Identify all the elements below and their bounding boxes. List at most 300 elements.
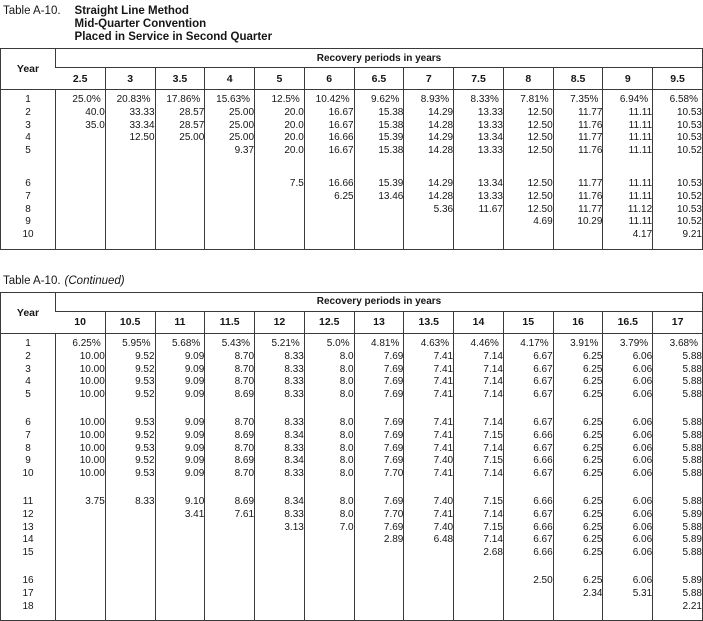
rate-cell: 6.06	[603, 389, 653, 402]
rate-cell	[354, 575, 404, 588]
rate-cell: 9.52	[105, 364, 155, 377]
rate-cell: 6.67	[503, 351, 553, 364]
table-row	[1, 191, 703, 204]
rate-cell: 10.00	[56, 430, 106, 443]
rate-cell	[255, 216, 305, 229]
rate-cell	[304, 204, 354, 217]
spacer-cell	[454, 481, 504, 496]
rate-cell: 5.95%	[105, 338, 155, 351]
rate-cell: 7.14	[454, 389, 504, 402]
table-row	[1, 509, 703, 522]
rate-cell: 13.33	[454, 120, 504, 133]
rate-cell	[354, 229, 404, 242]
rate-cell: 7.40	[404, 496, 454, 509]
year-cell: 1	[25, 94, 31, 105]
rate-cell: 16.67	[304, 145, 354, 158]
rate-cell: 9.52	[105, 351, 155, 364]
rate-cell: 7.15	[454, 496, 504, 509]
rate-cell	[56, 601, 106, 614]
spacer-cell	[255, 481, 305, 496]
rate-cell	[255, 588, 305, 601]
spacer-cell	[404, 242, 454, 250]
rate-cell: 7.70	[354, 509, 404, 522]
recovery-period-column-header: 11	[155, 311, 205, 333]
rate-cell: 6.06	[603, 496, 653, 509]
rate-cell	[56, 509, 106, 522]
table-row	[1, 216, 703, 229]
rate-cell	[105, 601, 155, 614]
spacer-cell	[553, 402, 603, 417]
recovery-table-part1	[0, 48, 703, 250]
year-column-header: Year	[1, 49, 56, 90]
spacer-cell	[653, 242, 703, 250]
rate-cell: 8.70	[205, 468, 255, 481]
rate-cell	[105, 534, 155, 547]
spacer-cell	[105, 560, 155, 575]
rate-cell: 5.31	[603, 588, 653, 601]
spacer-cell	[56, 158, 106, 178]
recovery-period-column-header: 13	[354, 311, 404, 333]
rate-cell: 7.15	[454, 430, 504, 443]
rate-cell	[155, 534, 205, 547]
rate-cell	[454, 216, 504, 229]
rate-cell	[155, 601, 205, 614]
rate-cell	[155, 216, 205, 229]
rate-cell: 9.09	[155, 417, 205, 430]
spacer-cell	[205, 158, 255, 178]
rate-cell: 9.09	[155, 455, 205, 468]
rate-cell: 8.33	[255, 351, 305, 364]
spacer-cell	[205, 481, 255, 496]
recovery-period-column-header: 16	[553, 311, 603, 333]
rate-cell: 5.21%	[255, 338, 305, 351]
spacer-row	[1, 613, 703, 621]
recovery-period-column-header: 12	[255, 311, 305, 333]
rate-cell: 9.52	[105, 389, 155, 402]
rate-cell	[155, 229, 205, 242]
rate-cell: 11.67	[454, 204, 504, 217]
rate-cell: 8.34	[255, 496, 305, 509]
year-cell: 1	[25, 337, 31, 349]
rate-cell	[155, 191, 205, 204]
rate-cell	[56, 522, 106, 535]
rate-cell: 6.06	[603, 443, 653, 456]
rate-cell: 9.21	[653, 229, 703, 242]
rate-cell: 7.69	[354, 496, 404, 509]
rate-cell: 8.0	[304, 430, 354, 443]
rate-cell: 6.67	[503, 417, 553, 430]
spacer-cell	[354, 242, 404, 250]
rate-cell: 10.53	[653, 120, 703, 133]
year-cell: 11	[22, 495, 34, 507]
rate-cell: 16.66	[304, 132, 354, 145]
spacer-cell	[304, 481, 354, 496]
rate-cell: 4.17	[603, 229, 653, 242]
table1-body	[1, 90, 703, 250]
spacer-cell	[454, 613, 504, 621]
rate-cell: 7.41	[404, 364, 454, 377]
rate-cell: 6.66	[503, 547, 553, 560]
rate-cell	[404, 588, 454, 601]
rate-cell: 8.0	[304, 417, 354, 430]
rate-cell: 5.88	[653, 351, 703, 364]
rate-cell: 8.33%	[454, 94, 504, 107]
table-row	[1, 229, 703, 242]
rate-cell: 28.57	[155, 107, 205, 120]
rate-cell: 9.62%	[354, 94, 404, 107]
rate-cell: 5.89	[653, 575, 703, 588]
rate-cell: 7.69	[354, 376, 404, 389]
year-cell: 2	[25, 350, 31, 362]
table2-title-label: Table A-10.	[3, 274, 61, 287]
rate-cell: 9.09	[155, 430, 205, 443]
table-row	[1, 376, 703, 389]
rate-cell: 6.25	[553, 522, 603, 535]
spacer-cell	[1, 613, 56, 621]
rate-cell: 25.00	[155, 132, 205, 145]
table-row	[1, 601, 703, 614]
table-row	[1, 534, 703, 547]
table-row	[1, 417, 703, 430]
year-cell: 3	[25, 363, 31, 375]
spacer-cell	[603, 158, 653, 178]
spacer-cell	[56, 402, 106, 417]
rate-cell	[255, 601, 305, 614]
rate-cell: 8.69	[205, 455, 255, 468]
rate-cell: 16.66	[304, 178, 354, 191]
rate-cell: 5.88	[653, 496, 703, 509]
rate-cell: 6.06	[603, 364, 653, 377]
rate-cell: 10.00	[56, 417, 106, 430]
rate-cell: 9.37	[205, 145, 255, 158]
spacer-cell	[205, 613, 255, 621]
rate-cell: 7.15	[454, 455, 504, 468]
spacer-cell	[503, 242, 553, 250]
spacer-cell	[653, 613, 703, 621]
rate-cell: 11.11	[603, 145, 653, 158]
rate-cell: 8.33	[255, 376, 305, 389]
rate-cell: 7.69	[354, 417, 404, 430]
rate-cell: 2.68	[454, 547, 504, 560]
rate-cell: 9.10	[155, 496, 205, 509]
rate-cell: 15.63%	[205, 94, 255, 107]
rate-cell	[155, 178, 205, 191]
spacer-cell	[304, 613, 354, 621]
rate-cell: 6.25	[553, 496, 603, 509]
spacer-cell	[503, 560, 553, 575]
rate-cell: 7.14	[454, 364, 504, 377]
rate-cell: 2.89	[354, 534, 404, 547]
rate-cell: 7.70	[354, 468, 404, 481]
year-cell: 16	[22, 574, 34, 586]
spacer-cell	[105, 158, 155, 178]
rate-cell	[56, 575, 106, 588]
year-cell: 6	[25, 416, 31, 428]
rate-cell	[205, 575, 255, 588]
table-row	[1, 145, 703, 158]
rate-cell: 11.11	[603, 132, 653, 145]
rate-cell: 10.00	[56, 443, 106, 456]
rate-cell: 35.0	[56, 120, 106, 133]
rate-cell: 5.88	[653, 417, 703, 430]
rate-cell: 6.25	[553, 389, 603, 402]
recovery-period-column-header: 5	[255, 68, 305, 90]
spacer-cell	[404, 613, 454, 621]
rate-cell: 6.25	[553, 417, 603, 430]
rate-cell: 11.76	[553, 120, 603, 133]
spacer-cell	[603, 560, 653, 575]
rate-cell: 13.34	[454, 132, 504, 145]
rate-cell: 3.13	[255, 522, 305, 535]
rate-cell: 6.25	[553, 509, 603, 522]
rate-cell	[304, 601, 354, 614]
rate-cell	[56, 534, 106, 547]
rate-cell: 11.77	[553, 178, 603, 191]
rate-cell: 6.66	[503, 496, 553, 509]
rate-cell: 11.11	[603, 178, 653, 191]
rate-cell: 9.52	[105, 430, 155, 443]
table-row	[1, 364, 703, 377]
recovery-period-column-header: 10	[56, 311, 106, 333]
rate-cell	[354, 547, 404, 560]
rate-cell: 15.39	[354, 178, 404, 191]
rate-cell: 9.09	[155, 389, 205, 402]
rate-cell: 20.0	[255, 120, 305, 133]
table1-title	[0, 0, 703, 44]
rate-cell	[255, 534, 305, 547]
spacer-cell	[653, 402, 703, 417]
rate-cell	[205, 229, 255, 242]
rate-cell: 14.28	[404, 145, 454, 158]
spacer-cell	[1, 481, 56, 496]
spacer-cell	[105, 242, 155, 250]
rate-cell: 9.09	[155, 443, 205, 456]
rate-cell	[454, 588, 504, 601]
rate-cell	[105, 547, 155, 560]
recovery-period-column-header: 8	[503, 68, 553, 90]
rate-cell: 8.69	[205, 430, 255, 443]
rate-cell: 11.11	[603, 107, 653, 120]
spacer-cell	[354, 402, 404, 417]
recovery-periods-header: Recovery periods in years	[56, 292, 703, 311]
rate-cell	[56, 191, 106, 204]
rate-cell: 6.06	[603, 534, 653, 547]
table-row	[1, 455, 703, 468]
rate-cell: 7.69	[354, 430, 404, 443]
rate-cell: 6.25	[553, 575, 603, 588]
rate-cell: 7.41	[404, 430, 454, 443]
spacer-cell	[603, 242, 653, 250]
table-row	[1, 430, 703, 443]
rate-cell: 10.00	[56, 389, 106, 402]
rate-cell	[304, 575, 354, 588]
rate-cell: 6.25%	[56, 338, 106, 351]
rate-cell	[205, 534, 255, 547]
rate-cell: 12.5%	[255, 94, 305, 107]
recovery-table-part2	[0, 292, 703, 621]
rate-cell: 10.00	[56, 468, 106, 481]
rate-cell: 13.46	[354, 191, 404, 204]
rate-cell: 10.53	[653, 132, 703, 145]
rate-cell: 14.29	[404, 132, 454, 145]
table1-title-line1: Straight Line Method	[74, 5, 189, 17]
rate-cell	[205, 522, 255, 535]
rate-cell	[105, 509, 155, 522]
rate-cell: 7.14	[454, 351, 504, 364]
spacer-cell	[503, 402, 553, 417]
spacer-cell	[155, 613, 205, 621]
rate-cell: 7.41	[404, 351, 454, 364]
spacer-cell	[255, 158, 305, 178]
rate-cell: 6.25	[553, 364, 603, 377]
rate-cell: 12.50	[503, 178, 553, 191]
table1-title-lines	[75, 5, 273, 44]
rate-cell	[155, 547, 205, 560]
recovery-period-column-header: 12.5	[304, 311, 354, 333]
rate-cell: 8.70	[205, 364, 255, 377]
rate-cell	[553, 601, 603, 614]
spacer-cell	[553, 158, 603, 178]
spacer-cell	[354, 158, 404, 178]
table-row	[1, 547, 703, 560]
rate-cell: 6.06	[603, 417, 653, 430]
spacer-cell	[304, 158, 354, 178]
rate-cell: 6.67	[503, 389, 553, 402]
rate-cell	[105, 178, 155, 191]
rate-cell: 7.14	[454, 534, 504, 547]
rate-cell: 9.53	[105, 376, 155, 389]
rate-cell: 3.41	[155, 509, 205, 522]
rate-cell: 7.69	[354, 455, 404, 468]
rate-cell: 7.41	[404, 417, 454, 430]
rate-cell	[155, 575, 205, 588]
rate-cell: 6.67	[503, 364, 553, 377]
year-cell: 2	[25, 106, 31, 118]
year-cell: 15	[22, 547, 34, 559]
rate-cell: 15.38	[354, 120, 404, 133]
rate-cell: 4.46%	[454, 338, 504, 351]
rate-cell: 16.67	[304, 120, 354, 133]
rate-cell: 16.67	[304, 107, 354, 120]
rate-cell: 13.33	[454, 107, 504, 120]
rate-cell: 7.40	[404, 522, 454, 535]
rate-cell: 2.21	[653, 601, 703, 614]
rate-cell: 6.25	[553, 430, 603, 443]
rate-cell: 7.14	[454, 509, 504, 522]
rate-cell: 25.00	[205, 107, 255, 120]
rate-cell: 9.09	[155, 364, 205, 377]
recovery-period-column-header: 6.5	[354, 68, 404, 90]
rate-cell: 9.53	[105, 417, 155, 430]
rate-cell: 11.11	[603, 120, 653, 133]
spacer-cell	[304, 242, 354, 250]
spacer-row	[1, 402, 703, 417]
spacer-cell	[553, 560, 603, 575]
rate-cell: 4.17%	[503, 338, 553, 351]
spacer-row	[1, 158, 703, 178]
span-header-row	[1, 292, 703, 311]
year-cell: 13	[22, 521, 34, 533]
rate-cell	[404, 216, 454, 229]
rate-cell: 7.69	[354, 522, 404, 535]
rate-cell: 14.29	[404, 178, 454, 191]
rate-cell: 10.00	[56, 455, 106, 468]
spacer-cell	[454, 402, 504, 417]
rate-cell: 6.67	[503, 376, 553, 389]
spacer-cell	[56, 242, 106, 250]
spacer-cell	[503, 481, 553, 496]
rate-cell	[454, 229, 504, 242]
rate-cell: 8.0	[304, 496, 354, 509]
year-cell: 17	[22, 587, 34, 599]
rate-cell	[255, 191, 305, 204]
rate-cell: 8.69	[205, 496, 255, 509]
rate-cell: 7.41	[404, 509, 454, 522]
year-cell: 4	[25, 376, 31, 388]
rate-cell: 25.00	[205, 132, 255, 145]
rate-cell	[503, 601, 553, 614]
spacer-cell	[105, 481, 155, 496]
rate-cell: 11.11	[603, 216, 653, 229]
rate-cell: 8.0	[304, 509, 354, 522]
table-row	[1, 443, 703, 456]
spacer-cell	[503, 158, 553, 178]
rate-cell: 12.50	[503, 107, 553, 120]
rate-cell: 7.69	[354, 351, 404, 364]
column-header-row	[1, 68, 703, 90]
rate-cell: 7.5	[255, 178, 305, 191]
year-cell: 7	[25, 190, 31, 202]
rate-cell	[105, 204, 155, 217]
rate-cell	[205, 547, 255, 560]
spacer-cell	[304, 402, 354, 417]
rate-cell: 6.67	[503, 443, 553, 456]
year-cell: 12	[22, 508, 34, 520]
rate-cell: 8.33	[255, 364, 305, 377]
rate-cell	[155, 522, 205, 535]
rate-cell: 33.33	[105, 107, 155, 120]
rate-cell: 6.67	[503, 534, 553, 547]
rate-cell: 6.25	[553, 534, 603, 547]
rate-cell	[255, 575, 305, 588]
rate-cell: 9.53	[105, 468, 155, 481]
rate-cell	[205, 204, 255, 217]
rate-cell: 8.0	[304, 364, 354, 377]
rate-cell	[105, 522, 155, 535]
rate-cell: 8.33	[255, 509, 305, 522]
rate-cell: 7.35%	[553, 94, 603, 107]
rate-cell: 6.06	[603, 468, 653, 481]
spacer-cell	[603, 402, 653, 417]
table2-title	[3, 274, 703, 288]
spacer-cell	[105, 402, 155, 417]
rate-cell: 8.0	[304, 443, 354, 456]
year-cell: 5	[25, 389, 31, 401]
rate-cell: 6.66	[503, 430, 553, 443]
spacer-cell	[454, 560, 504, 575]
rate-cell	[155, 145, 205, 158]
spacer-cell	[354, 481, 404, 496]
rate-cell	[105, 588, 155, 601]
rate-cell: 5.88	[653, 468, 703, 481]
recovery-period-column-header: 2.5	[56, 68, 106, 90]
rate-cell: 33.34	[105, 120, 155, 133]
year-cell: 10	[22, 229, 34, 241]
rate-cell: 20.0	[255, 145, 305, 158]
table-row	[1, 204, 703, 217]
rate-cell: 8.33	[255, 468, 305, 481]
spacer-cell	[404, 481, 454, 496]
